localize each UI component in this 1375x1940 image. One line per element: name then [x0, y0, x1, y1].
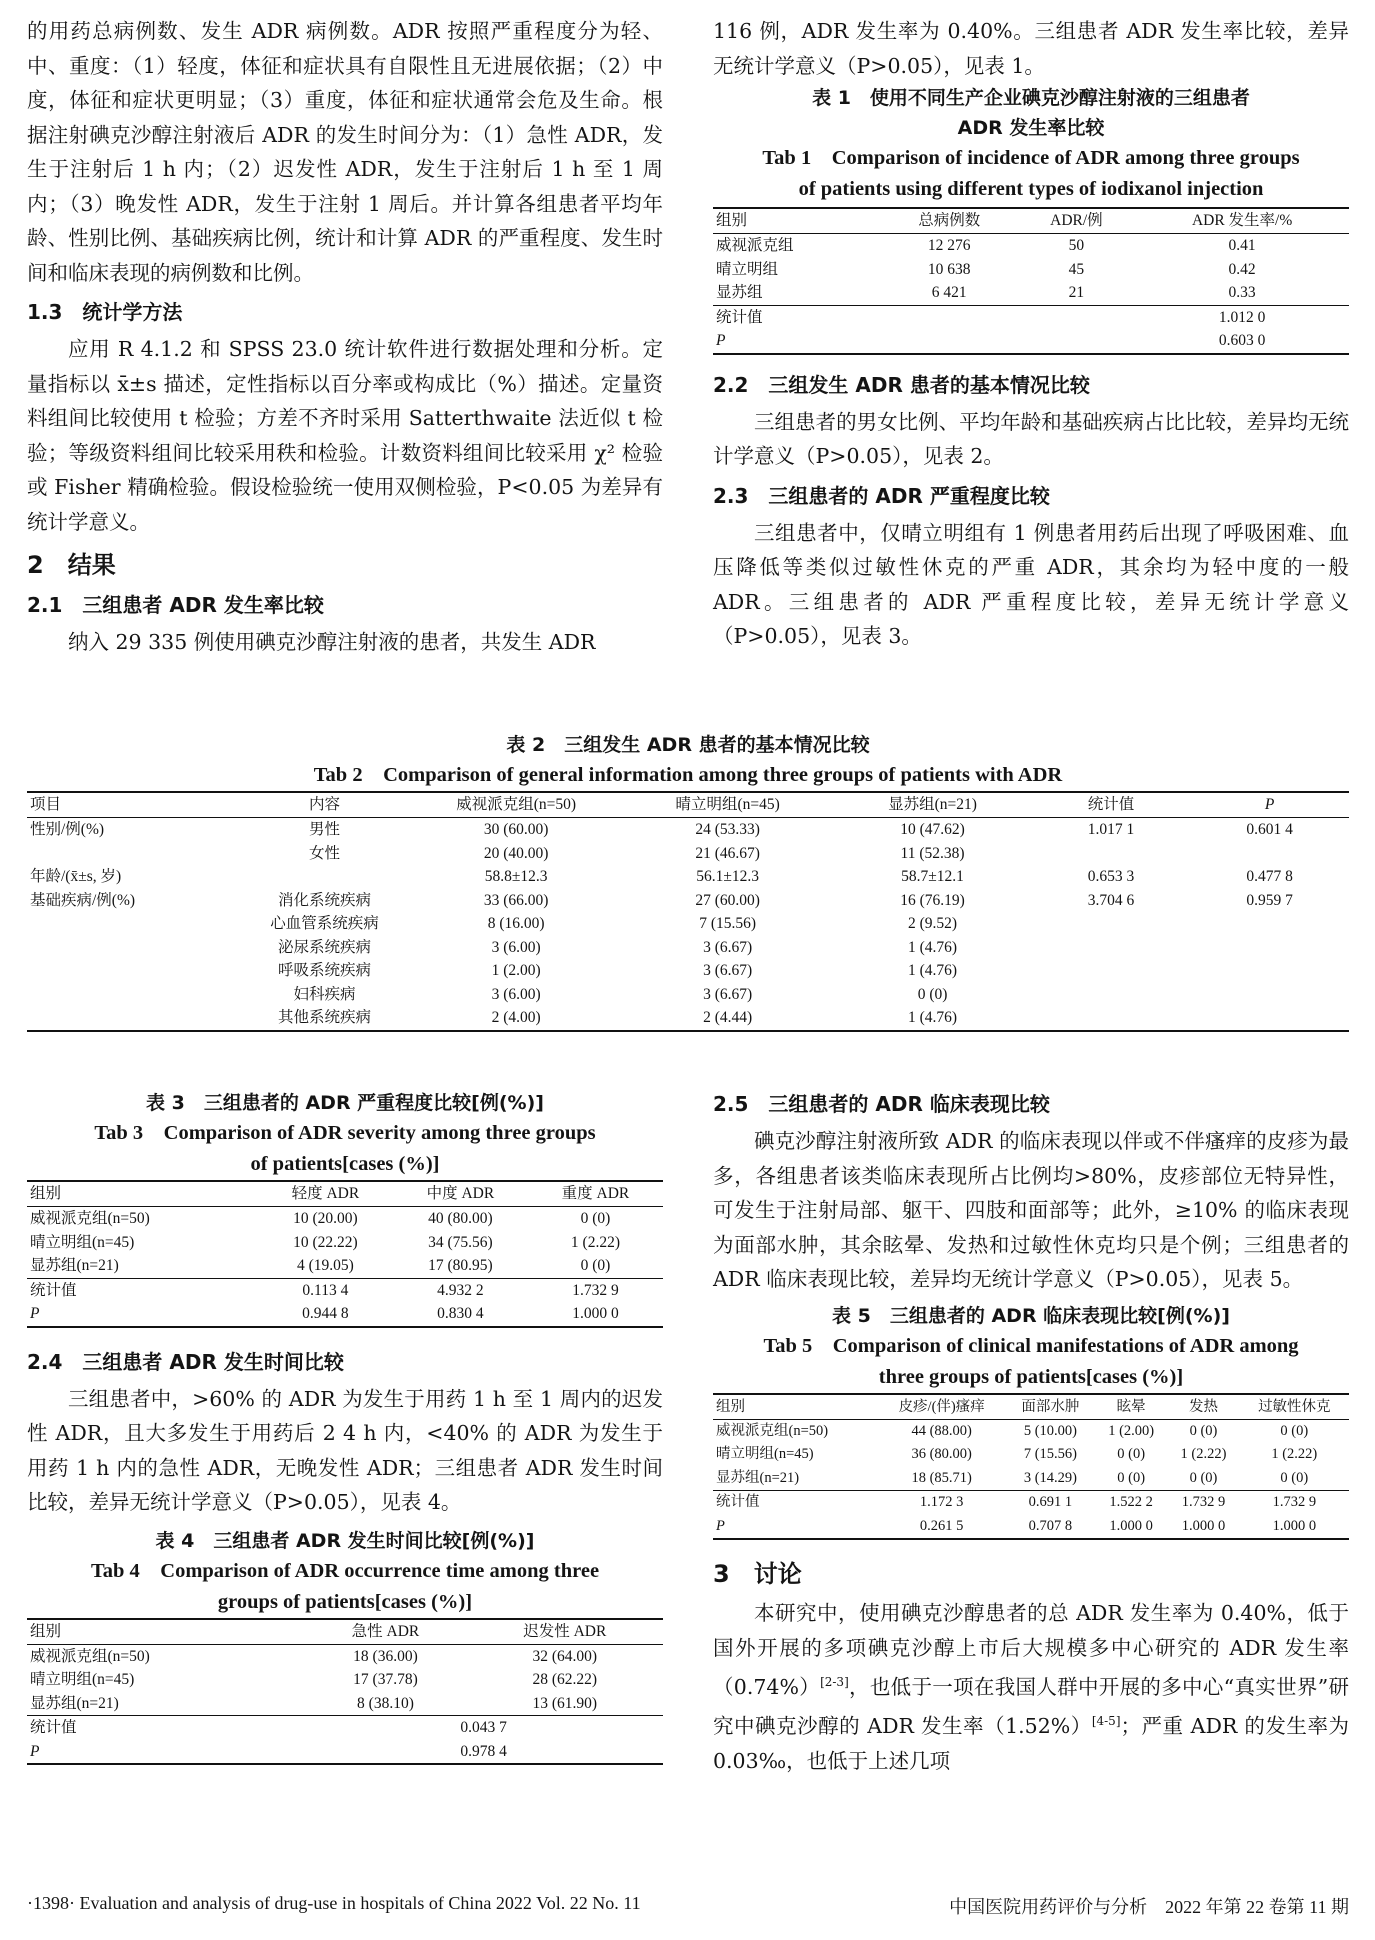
table-cell: 晴立明组(n=45) [30, 1233, 135, 1251]
table-row [27, 889, 1349, 913]
table-cell: 3 (6.67) [703, 938, 753, 956]
paragraph-2-4: 三组患者中，>60% 的 ADR 为发生于用药 1 h 至 1 周内的迟发性 ADR，且大多发生于用药后 2 4 h 内，<40% 的 ADR 为发生于用药 1 h 内的急性 ADR，无晚发性 ADR；三组患者 ADR 发生时间比较，差异无统计学意义（P>0.05），见表 4。 [27, 1386, 663, 1514]
table-cell [1190, 959, 1349, 983]
table-cell: 3 (6.67) [703, 962, 753, 979]
table-cell: 泌尿系统疾病 [277, 938, 371, 956]
table-cell: 1.000 0 [1167, 1515, 1239, 1540]
table-3 [27, 1180, 663, 1328]
table-cell: 0.601 4 [1246, 821, 1293, 838]
table1-caption-zh-line1: 表 1 使用不同生产企业碘克沙醇注射液的三组患者 [812, 87, 1250, 109]
table-cell: 18 (85.71) [911, 1469, 972, 1486]
table-cell: 50 [1068, 237, 1085, 254]
table-cell: 0.33 [1228, 284, 1256, 301]
table-row-p [27, 1302, 663, 1327]
table-cell: 2 (4.44) [622, 1006, 834, 1031]
table-cell: 妇科疾病 [293, 985, 356, 1003]
table-row-stat [27, 1716, 663, 1740]
table-cell: 0 (0) [580, 1210, 611, 1227]
table-row [27, 842, 1349, 866]
table-cell: 性别/例(%) [30, 821, 105, 838]
table-cell: 0 (0) [917, 985, 948, 1003]
table-row-p [713, 329, 1349, 354]
table-cell: 0.603 0 [1135, 329, 1349, 354]
table-header: 发热 [1167, 1394, 1239, 1420]
table-row [713, 1467, 1349, 1491]
table-cell: 威视派克组(n=50) [716, 1422, 829, 1439]
table-cell: 3.704 6 [1087, 891, 1135, 909]
table-cell: 27 (60.00) [695, 891, 760, 909]
table-cell: 1.012 0 [1135, 305, 1349, 329]
table-cell [1032, 1006, 1191, 1031]
table-header: 皮疹/(伴)瘙痒 [877, 1394, 1005, 1420]
table-cell: 33 (66.00) [483, 891, 549, 909]
table-cell: 2 (4.00) [410, 1006, 622, 1031]
paragraph-statistics: 应用 R 4.1.2 和 SPSS 23.0 统计软件进行数据处理和分析。定量指标以 x̄±s 描述，定性指标以百分率或构成比（%）描述。定量资料组间比较使用 t 检验；方差不齐时采用 Satterthwaite 法近似 t 检验；等级资料组间比较采用秩和检验。计数资料组间比较采用 χ² 检验或 Fisher 精确检验。假设检验统一使用双侧检验，P<0.05 为差异有统计学意义。 [27, 337, 663, 534]
table-header: 统计值 [1032, 792, 1191, 818]
table-cell: 0.42 [1228, 260, 1256, 278]
table-header: ADR 发生率/% [1135, 208, 1349, 234]
table-row [27, 936, 1349, 960]
table-cell: 0 (0) [1117, 1469, 1146, 1486]
table-cell: 13 (61.90) [532, 1694, 598, 1712]
table-cell [1032, 983, 1191, 1007]
right-column-top [713, 14, 1349, 654]
table-header: 项目 [27, 792, 239, 818]
table-cell: 晴立明组(n=45) [716, 1446, 814, 1462]
table-cell: 威视派克组(n=50) [30, 1210, 150, 1227]
table-cell: 0 (0) [1280, 1469, 1309, 1486]
left-column-top [27, 14, 663, 660]
table-cell: 8 (38.10) [357, 1694, 414, 1712]
table2-caption-en: Tab 2 Comparison of general information among three groups of patients with ADR [313, 764, 1063, 786]
table-cell [1032, 912, 1191, 936]
table-cell: 1.732 9 [528, 1278, 663, 1302]
table-cell: 11 (52.38) [900, 844, 965, 862]
table-cell [1190, 936, 1349, 960]
table-cell [1190, 1006, 1349, 1031]
heading-2-2: 2.2 三组发生 ADR 患者的基本情况比较 [713, 372, 1090, 397]
table-cell: 3 (6.00) [491, 938, 541, 956]
table-cell: 0.959 7 [1246, 891, 1293, 909]
table-header: 眩晕 [1095, 1394, 1167, 1420]
table-cell: 36 (80.00) [911, 1446, 972, 1462]
left-column-bottom [27, 1088, 663, 1765]
table-header: 组别 [27, 1619, 304, 1645]
table-cell: 消化系统疾病 [277, 891, 371, 909]
table-cell: 6 421 [931, 284, 967, 301]
table-cell: 1.172 3 [877, 1491, 1005, 1515]
table-cell [27, 842, 239, 866]
table-cell: 4 (19.05) [296, 1257, 354, 1274]
table-row [27, 1231, 663, 1255]
table-cell: 17 (37.78) [353, 1671, 418, 1688]
table-cell: 呼吸系统疾病 [277, 962, 371, 979]
table-header: 过敏性休克 [1240, 1394, 1349, 1420]
table-cell [27, 1006, 239, 1031]
table-cell: 3 (14.29) [1023, 1469, 1078, 1486]
table-row-p [713, 1515, 1349, 1540]
table-cell: 0.978 4 [304, 1740, 663, 1765]
table-cell: 56.1±12.3 [696, 868, 760, 885]
table-cell: 1.000 0 [1240, 1515, 1349, 1540]
table-cell: 20 (40.00) [483, 844, 549, 862]
table-cell: 0.261 5 [877, 1515, 1005, 1540]
table-cell: 44 (88.00) [911, 1422, 972, 1439]
table-cell: 0.113 4 [258, 1278, 393, 1302]
table-header: 中度 ADR [393, 1181, 528, 1207]
table-cell: 0.830 4 [393, 1302, 528, 1327]
table-cell: 32 (64.00) [532, 1647, 598, 1665]
table-1 [713, 207, 1349, 355]
table-cell: 10 (20.00) [293, 1210, 358, 1227]
table-header: ADR/例 [1018, 208, 1136, 234]
table5-caption-en-line1: Tab 5 Comparison of clinical manifestations of ADR among [763, 1334, 1299, 1357]
table-header: 显苏组(n=21) [833, 792, 1031, 818]
table-cell: 3 (6.00) [491, 985, 541, 1003]
table-row [713, 234, 1349, 258]
table-cell: 0 (0) [1280, 1422, 1309, 1439]
table-cell: 0.707 8 [1006, 1515, 1095, 1540]
table-row [27, 1644, 663, 1668]
table-cell: 1.017 1 [1087, 821, 1135, 838]
table-cell: 年龄/(x̄±s, 岁) [30, 868, 122, 885]
discussion-text-b: ，也低于一项在我国人群中开展的多中心“真实世界”研究中碘克沙醇的 ADR 发生率（1.52%） [713, 1674, 1349, 1739]
table-cell: 4.932 2 [393, 1278, 528, 1302]
table-cell [881, 329, 1018, 354]
table-row [27, 818, 1349, 842]
heading-2-1: 2.1 三组患者 ADR 发生率比较 [27, 593, 324, 617]
table-cell: 24 (53.33) [695, 821, 760, 838]
table4-caption-en-line2: groups of patients[cases (%)] [217, 1590, 473, 1613]
table-cell: 0 (0) [1189, 1469, 1218, 1486]
table-row-p [27, 1740, 663, 1765]
table-header: 重度 ADR [528, 1181, 663, 1207]
table-cell: 0.477 8 [1246, 868, 1293, 885]
table-cell: 0.043 7 [304, 1716, 663, 1740]
table-cell: 晴立明组 [716, 260, 779, 278]
table-cell: 0.944 8 [258, 1302, 393, 1327]
table-cell [239, 865, 411, 889]
table-header: 总病例数 [881, 208, 1018, 234]
table-cell: 显苏组(n=21) [30, 1694, 119, 1712]
heading-2-5: 2.5 三组患者的 ADR 临床表现比较 [713, 1092, 1050, 1116]
table-cell: 1 (2.22) [1271, 1446, 1318, 1462]
table-cell: 其他系统疾病 [239, 1006, 411, 1031]
table-row [713, 1443, 1349, 1467]
table-cell: 0.691 1 [1006, 1491, 1095, 1515]
table-cell: 8 (16.00) [487, 915, 545, 932]
table-cell: 0.41 [1228, 237, 1256, 254]
table-4 [27, 1618, 663, 1766]
table4-caption-zh: 表 4 三组患者 ADR 发生时间比较[例(%)] [155, 1529, 535, 1552]
right-column-bottom [713, 1088, 1349, 1778]
table-cell: 1.732 9 [1167, 1491, 1239, 1515]
table-cell: 1 (2.22) [1180, 1446, 1227, 1462]
table-row [713, 258, 1349, 282]
table-cell: 显苏组(n=21) [716, 1469, 800, 1486]
table1-caption-zh-line2: ADR 发生率比较 [957, 117, 1105, 139]
table-cell: 34 (75.56) [428, 1233, 493, 1251]
table-cell: 晴立明组(n=45) [30, 1671, 135, 1688]
table-cell [27, 912, 239, 936]
heading-2-4: 2.4 三组患者 ADR 发生时间比较 [27, 1349, 344, 1374]
table-cell: 1.000 0 [528, 1302, 663, 1327]
paragraph-2-2: 三组患者的男女比例、平均年龄和基础疾病占比比较，差异均无统计学意义（P>0.05），见表 2。 [713, 409, 1349, 468]
table-row [27, 1207, 663, 1231]
table-cell: 0 (0) [580, 1257, 611, 1274]
table-cell: 1 (2.00) [1108, 1422, 1155, 1439]
table2-caption-zh: 表 2 三组发生 ADR 患者的基本情况比较 [506, 734, 870, 756]
table-cell: 40 (80.00) [428, 1210, 493, 1227]
table-cell: 58.8±12.3 [484, 868, 548, 885]
table-cell: 10 638 [927, 260, 971, 278]
table-cell: 3 (6.67) [703, 985, 753, 1003]
table-header: 晴立明组(n=45) [622, 792, 834, 818]
table-cell [27, 959, 239, 983]
table-cell: 10 (22.22) [293, 1233, 358, 1251]
table-2 [27, 791, 1349, 1032]
table-cell: 基础疾病/例(%) [30, 891, 136, 909]
table-cell: 1.732 9 [1240, 1491, 1349, 1515]
table-cell: 12 276 [927, 237, 971, 254]
paragraph-2-1: 纳入 29 335 例使用碘克沙醇注射液的患者，共发生 ADR [68, 630, 596, 654]
table-header: 威视派克组(n=50) [410, 792, 622, 818]
table-cell: 心血管系统疾病 [270, 915, 379, 932]
table-cell: 1 (2.22) [570, 1233, 620, 1251]
table-cell: 威视派克组(n=50) [30, 1647, 150, 1665]
table-cell: 统计值 [713, 1491, 877, 1515]
table-cell: 1 (4.76) [833, 1006, 1031, 1031]
table-row [713, 281, 1349, 305]
table3-caption-en-line2: of patients[cases (%)] [250, 1153, 440, 1175]
table-cell: P [713, 329, 881, 354]
table-cell [1190, 842, 1349, 866]
table-header: 组别 [27, 1181, 258, 1207]
table1-caption-en-line1: Tab 1 Comparison of incidence of ADR among three groups [762, 147, 1300, 169]
table-cell: 58.7±12.1 [901, 868, 964, 885]
table-row [27, 1254, 663, 1278]
table-cell: 显苏组 [716, 284, 763, 301]
table-cell [881, 305, 1018, 329]
table-row-stat [27, 1278, 663, 1302]
table-cell: 10 (47.62) [900, 821, 965, 838]
table-cell: 18 (36.00) [353, 1647, 418, 1665]
table-cell: 女性 [308, 844, 340, 862]
table-cell: 1 (2.00) [491, 962, 541, 979]
table5-caption-en-line2: three groups of patients[cases (%)] [878, 1365, 1184, 1388]
paragraph-2-3: 三组患者中，仅晴立明组有 1 例患者用药后出现了呼吸困难、血压降低等类似过敏性休克的严重 ADR，其余均为轻中度的一般 ADR。三组患者的 ADR 严重程度比较，差异无统计学意义（P>0.05），见表 3。 [713, 520, 1349, 648]
heading-discussion: 3 讨论 [713, 1560, 802, 1588]
table-cell [1032, 842, 1191, 866]
table-cell: 17 (80.95) [428, 1257, 493, 1274]
table-cell: 统计值 [27, 1278, 258, 1302]
table-row [27, 959, 1349, 983]
table-header: P [1190, 792, 1349, 818]
table-header: 组别 [713, 208, 881, 234]
table-cell: 统计值 [713, 305, 881, 329]
table-row [27, 983, 1349, 1007]
table-cell: 5 (10.00) [1023, 1422, 1078, 1439]
table-header: 轻度 ADR [258, 1181, 393, 1207]
table-header: 面部水肿 [1006, 1394, 1095, 1420]
table-cell [27, 983, 239, 1007]
table-cell [1018, 305, 1136, 329]
table-cell: P [27, 1302, 258, 1327]
table-header: 内容 [239, 792, 411, 818]
table4-caption-en-line1: Tab 4 Comparison of ADR occurrence time among three [90, 1559, 600, 1582]
table-cell: 30 (60.00) [483, 821, 549, 838]
table-row [27, 1668, 663, 1692]
table-cell: 显苏组(n=21) [30, 1257, 119, 1274]
citation-2-3: [2-3] [820, 1675, 849, 1689]
table-header: 迟发性 ADR [467, 1619, 663, 1645]
heading-1-3: 1.3 统计学方法 [27, 300, 183, 324]
table-row-stat [713, 1491, 1349, 1515]
table-cell: 45 [1068, 260, 1085, 278]
table-header: 组别 [713, 1394, 877, 1420]
table-cell [1190, 983, 1349, 1007]
paragraph-2-5: 碘克沙醇注射液所致 ADR 的临床表现以伴或不伴瘙痒的皮疹为最多，各组患者该类临床表现所占比例均>80%，皮疹部位无特异性，可发生于注射局部、躯干、四肢和面部等；此外，≥10% 的临床表现为面部水肿，其余眩晕、发热和过敏性休克均只是个例；三组患者的 ADR 临床表现比较，差异均无统计学意义（P>0.05），见表 5。 [713, 1129, 1349, 1291]
table-cell: 1 (4.76) [908, 962, 958, 979]
paragraph-2-1-cont: 116 例，ADR 发生率为 0.40%。三组患者 ADR 发生率比较，差异无统计学意义（P>0.05），见表 1。 [713, 19, 1349, 78]
table-cell: 0 (0) [1117, 1446, 1146, 1462]
table-cell: 1.000 0 [1095, 1515, 1167, 1540]
table3-caption-en-line1: Tab 3 Comparison of ADR severity among three groups [94, 1122, 596, 1144]
table-cell: P [27, 1740, 304, 1765]
table-row [713, 1419, 1349, 1443]
table-cell: 7 (15.56) [1023, 1446, 1078, 1462]
table-cell [1018, 329, 1136, 354]
table-cell: 21 [1068, 284, 1085, 301]
table-cell: 男性 [308, 821, 340, 838]
table1-caption-en-line2: of patients using different types of iodixanol injection [798, 178, 1264, 200]
table3-caption-zh: 表 3 三组患者的 ADR 严重程度比较[例(%)] [146, 1092, 544, 1114]
table2-block [27, 730, 1349, 1032]
table-cell [1032, 959, 1191, 983]
table-5 [713, 1393, 1349, 1541]
discussion-text-c: ；严重 ADR 的发生率为 0.03‰，也低于上述几项 [713, 1714, 1349, 1773]
table-row [27, 1692, 663, 1716]
heading-2-3: 2.3 三组患者的 ADR 严重程度比较 [713, 483, 1050, 508]
table-cell: 16 (76.19) [900, 891, 965, 909]
table-cell: 21 (46.67) [695, 844, 760, 862]
paragraph-adr-classification: 的用药总病例数、发生 ADR 病例数。ADR 按照严重程度分为轻、中、重度：（1）轻度，体征和症状具有自限性且无进展依据；（2）中度，体征和症状更明显；（3）重度，体征和症状通常会危及生命。根据注射碘克沙醇注射液后 ADR 的发生时间分为：（1）急性 ADR，发生于注射后 1 h 内；（2）迟发性 ADR，发生于注射后 1 h 至 1 周内；（3）晚发性 ADR，发生于注射 1 周后。并计算各组患者平均年龄、性别比例、基础疾病比例，统计和计算 ADR 的严重程度、发生时间和临床表现的病例数和比例。 [27, 19, 663, 285]
table-cell: 28 (62.22) [532, 1671, 598, 1688]
table-cell: 0.653 3 [1087, 868, 1135, 885]
citation-4-5: [4-5] [1091, 1714, 1121, 1729]
footer-right: 中国医院用药评价与分析 2022 年第 22 卷第 11 期 [949, 1897, 1349, 1917]
table-cell: 7 (15.56) [699, 915, 757, 932]
discussion-text-a: 本研究中，使用碘克沙醇患者的总 ADR 发生率为 0.40%，低于国外开展的多项碘克沙醇上市后大规模多中心研究的 ADR 发生率（0.74%） [713, 1601, 1349, 1699]
table-row-stat [713, 305, 1349, 329]
table-cell: 0 (0) [1189, 1422, 1218, 1439]
table-row [27, 912, 1349, 936]
table-cell: 威视派克组 [716, 237, 794, 254]
table-cell: 2 (9.52) [908, 915, 958, 932]
footer-left: ·1398· Evaluation and analysis of drug-use in hospitals of China 2022 Vol. 22 No. 11 [27, 1893, 641, 1913]
table-row [27, 865, 1349, 889]
table-cell: 统计值 [27, 1716, 304, 1740]
table-cell [1032, 936, 1191, 960]
table-cell [27, 936, 239, 960]
table-cell: P [713, 1515, 877, 1540]
table-cell: 1.522 2 [1095, 1491, 1167, 1515]
table-row [27, 1006, 1349, 1031]
table5-caption-zh: 表 5 三组患者的 ADR 临床表现比较[例(%)] [832, 1304, 1230, 1327]
table-header: 急性 ADR [304, 1619, 466, 1645]
table-cell: 1 (4.76) [908, 938, 958, 956]
table-cell [1190, 912, 1349, 936]
paragraph-discussion [713, 1596, 1349, 1778]
heading-results: 2 结果 [27, 551, 116, 579]
